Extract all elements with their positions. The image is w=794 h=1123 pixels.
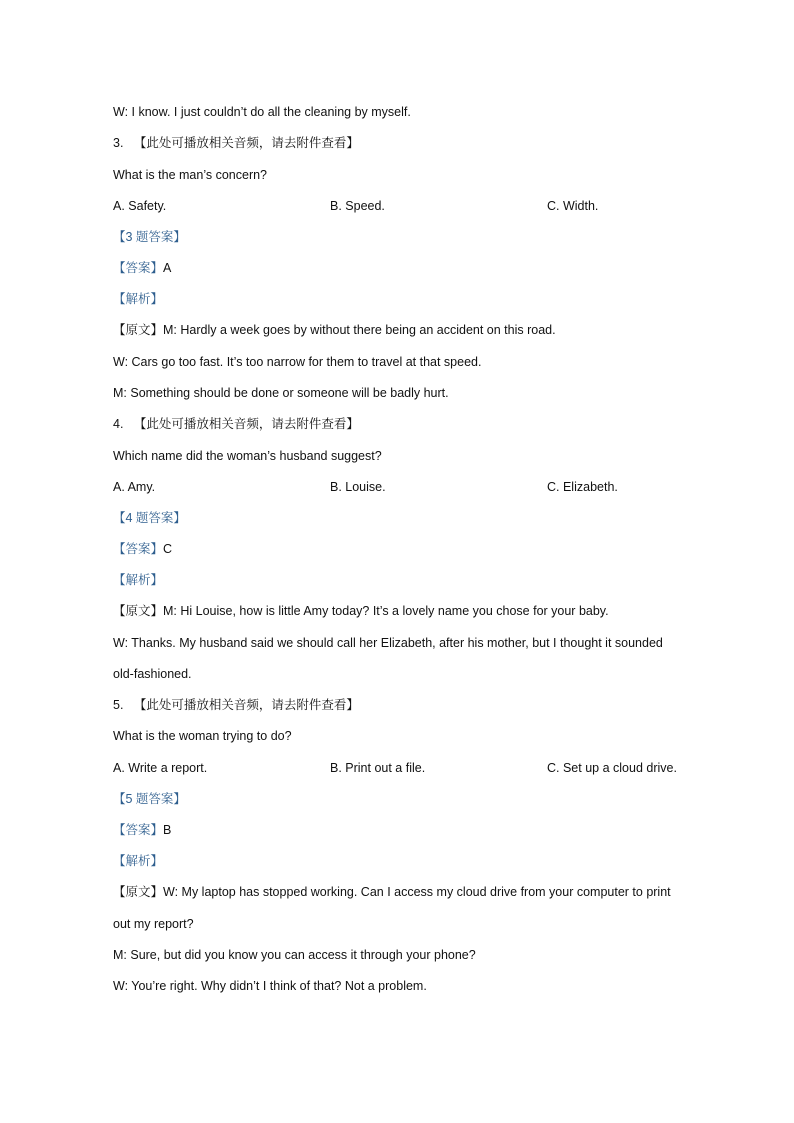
transcript-line (113, 884, 671, 900)
question-number: 4. (113, 417, 124, 431)
transcript-line: W: Thanks. My husband said we should call her Elizabeth, after his mother, but I thought it sounded (113, 636, 663, 650)
analysis-label: 【解析】 (113, 854, 164, 868)
option-b: B. Print out a file. (330, 761, 426, 775)
answer-header: 【5 题答案】 (113, 792, 186, 806)
question-4-heading (113, 416, 359, 432)
transcript-line: M: Sure, but did you know you can access it through your phone? (113, 948, 476, 962)
transcript-line (113, 322, 556, 338)
answer-line (113, 541, 172, 557)
question-text: What is the woman trying to do? (113, 729, 292, 743)
answer-header: 【3 题答案】 (113, 230, 186, 244)
transcript-line: out my report? (113, 917, 194, 931)
answer-header: 【4 题答案】 (113, 511, 186, 525)
answer-value: B (163, 823, 172, 837)
dialogue-line: W: I know. I just couldn’t do all the cleaning by myself. (113, 105, 411, 119)
audio-note: 【此处可播放相关音频，请去附件查看】 (133, 417, 359, 431)
option-b: B. Speed. (330, 199, 385, 213)
option-a: A. Amy. (113, 480, 156, 494)
transcript-label: 【原文】 (113, 323, 164, 337)
transcript-line: W: You’re right. Why didn’t I think of that? Not a problem. (113, 979, 427, 993)
transcript-line: M: Something should be done or someone will be badly hurt. (113, 386, 449, 400)
transcript-text: M: Hardly a week goes by without there being an accident on this road. (163, 323, 556, 337)
option-c: C. Elizabeth. (547, 480, 618, 494)
answer-label: 【答案】 (113, 261, 164, 275)
option-a: A. Safety. (113, 199, 167, 213)
transcript-text: W: My laptop has stopped working. Can I access my cloud drive from your computer to print (163, 885, 671, 899)
transcript-label: 【原文】 (113, 885, 164, 899)
option-a: A. Write a report. (113, 761, 208, 775)
question-number: 5. (113, 698, 124, 712)
transcript-line: old-fashioned. (113, 667, 192, 681)
option-b: B. Louise. (330, 480, 386, 494)
answer-label: 【答案】 (113, 542, 164, 556)
question-5-heading (113, 697, 359, 713)
option-c: C. Set up a cloud drive. (547, 761, 677, 775)
answer-line (113, 260, 171, 276)
analysis-label: 【解析】 (113, 573, 164, 587)
question-text: What is the man’s concern? (113, 168, 268, 182)
transcript-label: 【原文】 (113, 604, 164, 618)
transcript-line (113, 603, 609, 619)
answer-value: C (163, 542, 173, 556)
answer-value: A (163, 261, 172, 275)
option-c: C. Width. (547, 199, 599, 213)
audio-note: 【此处可播放相关音频，请去附件查看】 (133, 698, 359, 712)
transcript-line: W: Cars go too fast. It’s too narrow for them to travel at that speed. (113, 355, 482, 369)
analysis-label: 【解析】 (113, 292, 164, 306)
question-3-heading (113, 135, 359, 151)
audio-note: 【此处可播放相关音频，请去附件查看】 (133, 136, 359, 150)
transcript-text: M: Hi Louise, how is little Amy today? It’s a lovely name you chose for your baby. (163, 604, 609, 618)
question-number: 3. (113, 136, 124, 150)
answer-label: 【答案】 (113, 823, 164, 837)
question-text: Which name did the woman’s husband suggest? (113, 449, 382, 463)
answer-line (113, 822, 171, 838)
